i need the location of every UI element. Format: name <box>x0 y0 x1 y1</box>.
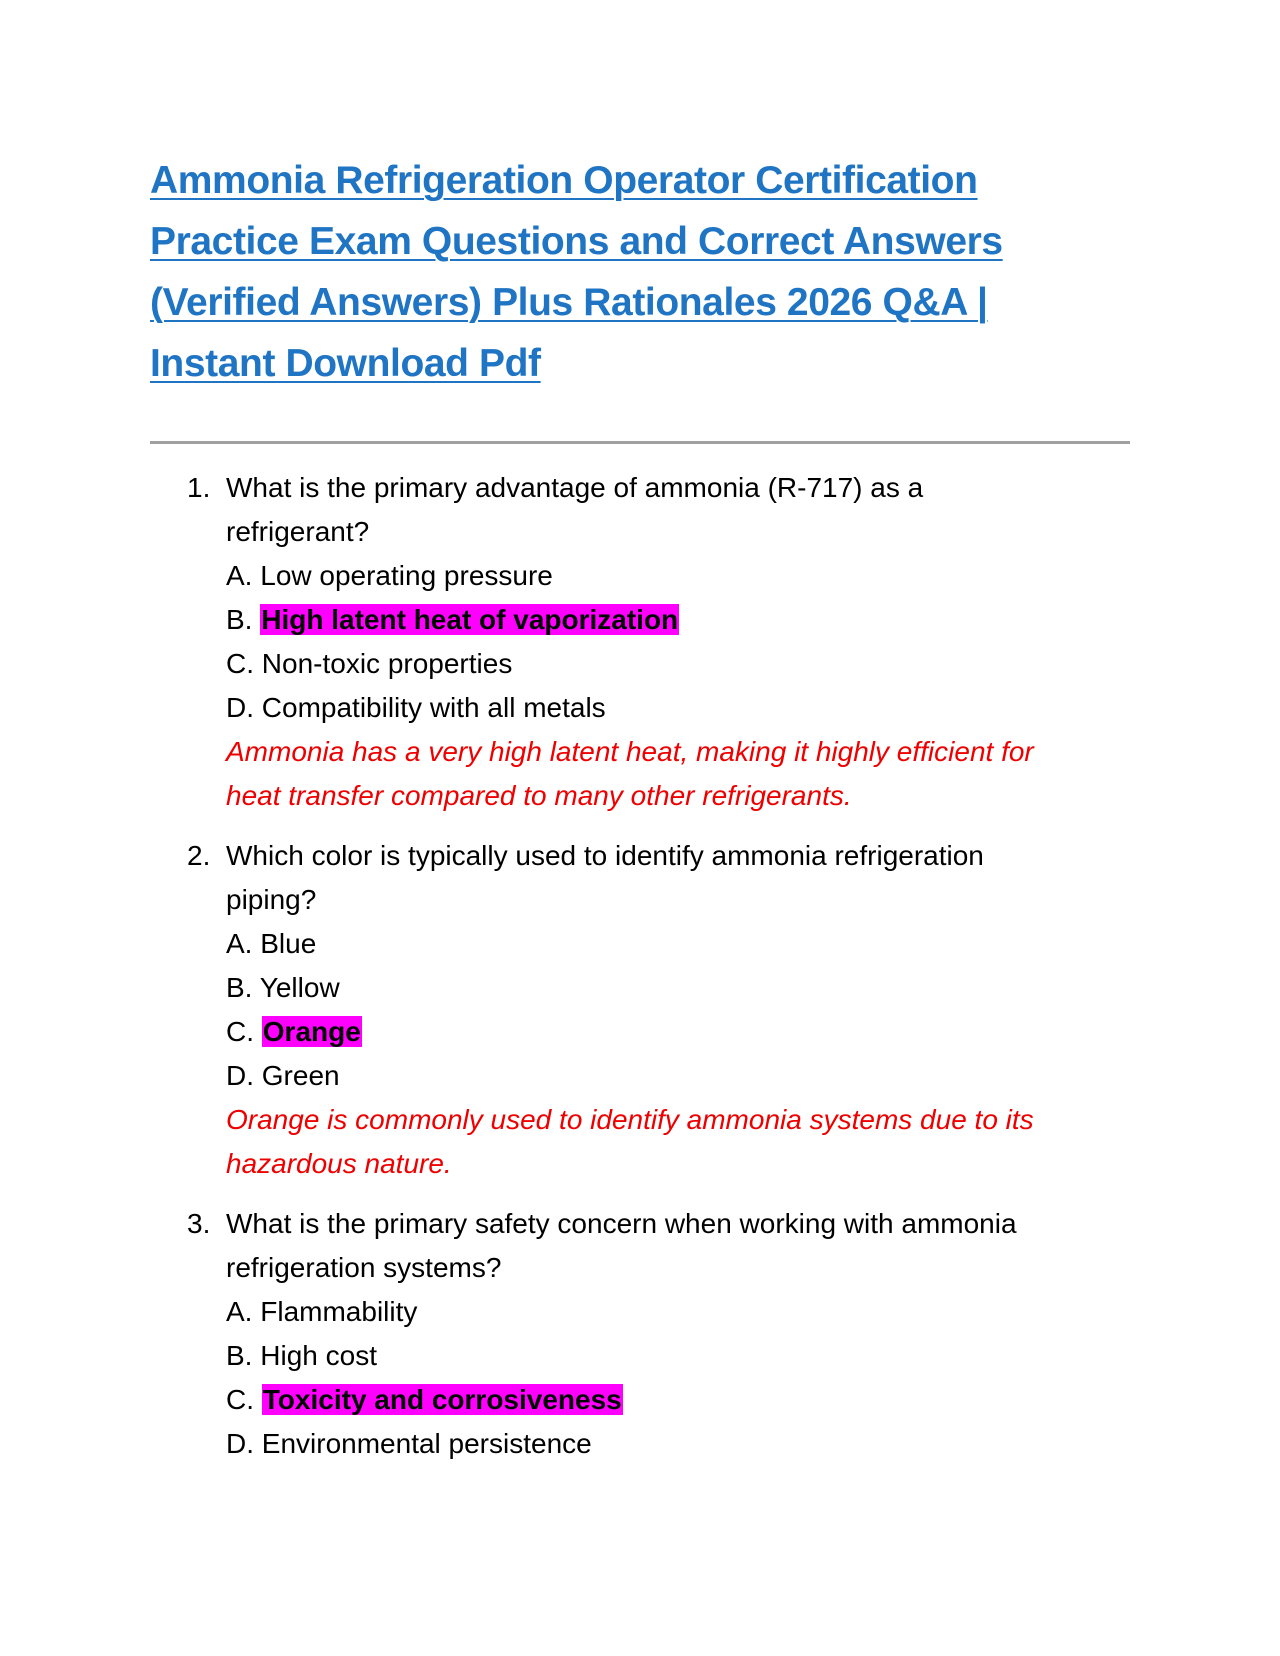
option-text: Compatibility with all metals <box>261 692 606 723</box>
question-text <box>226 466 1126 554</box>
option-letter: D. <box>226 1060 254 1091</box>
option-letter: B. <box>226 972 253 1003</box>
question-text-line: What is the primary safety concern when working with ammonia <box>226 1208 1017 1239</box>
rationale-text <box>226 1098 1126 1186</box>
option-letter: B. <box>226 604 253 635</box>
answer-option <box>226 1422 1126 1466</box>
option-letter: C. <box>226 1384 254 1415</box>
option-text: Green <box>261 1060 340 1091</box>
answer-option <box>226 1290 1126 1334</box>
answer-option-correct <box>226 1378 1126 1422</box>
option-letter: C. <box>226 1016 254 1047</box>
answer-option <box>226 686 1126 730</box>
question-item <box>0 1202 1280 1466</box>
option-letter: B. <box>226 1340 253 1371</box>
option-letter: D. <box>226 1428 254 1459</box>
correct-answer-highlight: Toxicity and corrosiveness <box>262 1384 622 1415</box>
rationale-line: Ammonia has a very high latent heat, making it highly efficient for <box>226 736 1034 767</box>
question-number: 1. <box>187 472 211 503</box>
question-text-line: What is the primary advantage of ammonia (R-717) as a <box>226 472 924 503</box>
option-text: Blue <box>260 928 317 959</box>
title-line: Practice Exam Questions and Correct Answers <box>150 220 1003 263</box>
option-letter: A. <box>226 928 253 959</box>
option-text: Non-toxic properties <box>261 648 513 679</box>
option-letter: A. <box>226 560 253 591</box>
question-list <box>0 466 1280 1482</box>
question-body <box>226 1202 1126 1466</box>
rationale-line: heat transfer compared to many other refrigerants. <box>226 780 852 811</box>
question-item <box>0 834 1280 1186</box>
answer-option-correct <box>226 1010 1126 1054</box>
question-text-line: piping? <box>226 884 317 915</box>
title-line: Instant Download Pdf <box>150 342 541 385</box>
option-text: Yellow <box>259 972 340 1003</box>
correct-answer-highlight: High latent heat of vaporization <box>261 604 679 635</box>
horizontal-divider <box>150 441 1130 444</box>
question-text-line: refrigerant? <box>226 516 370 547</box>
question-item <box>0 466 1280 818</box>
option-letter: C. <box>226 648 254 679</box>
answer-option-correct <box>226 598 1126 642</box>
document-title-link[interactable] <box>150 150 1110 394</box>
correct-answer-highlight: Orange <box>262 1016 361 1047</box>
option-letter: D. <box>226 692 254 723</box>
rationale-text <box>226 730 1126 818</box>
option-text: High cost <box>260 1340 377 1371</box>
option-letter: A. <box>226 1296 253 1327</box>
rationale-line: Orange is commonly used to identify ammonia systems due to its <box>226 1104 1034 1135</box>
question-text-line: refrigeration systems? <box>226 1252 502 1283</box>
option-text: Flammability <box>260 1296 418 1327</box>
answer-option <box>226 554 1126 598</box>
answer-option <box>226 1054 1126 1098</box>
question-body <box>226 466 1126 818</box>
title-line: Ammonia Refrigeration Operator Certification <box>150 159 978 202</box>
question-number: 3. <box>187 1208 211 1239</box>
question-text <box>226 834 1126 922</box>
answer-option <box>226 966 1126 1010</box>
answer-option <box>226 642 1126 686</box>
answer-option <box>226 1334 1126 1378</box>
question-text <box>226 1202 1126 1290</box>
answer-option <box>226 922 1126 966</box>
option-text: Low operating pressure <box>260 560 553 591</box>
question-number: 2. <box>187 840 211 871</box>
question-text-line: Which color is typically used to identify ammonia refrigeration <box>226 840 984 871</box>
option-text: Environmental persistence <box>261 1428 592 1459</box>
title-line: (Verified Answers) Plus Rationales 2026 Q&A | <box>150 281 988 324</box>
rationale-line: hazardous nature. <box>226 1148 452 1179</box>
question-body <box>226 834 1126 1186</box>
